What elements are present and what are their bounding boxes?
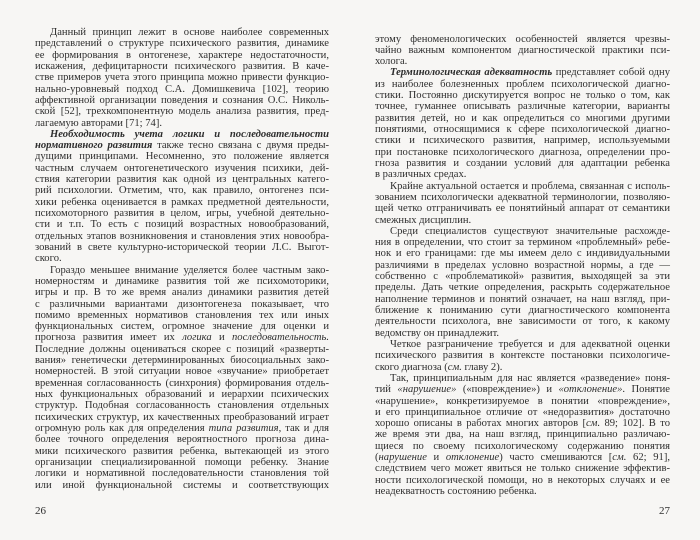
text-segment: хорошо описаны в работах многих авторов [: [375, 418, 586, 430]
text-line: нально-уровневый подход С.А. Домишкевича [102], теорию: [35, 83, 329, 95]
text-line: или иной функциональной системы и соответствующих: [35, 479, 329, 491]
text-line: и его принципиальное отличие от «недоразвития» достаточно: [375, 406, 670, 418]
bold-italic-term: Терминологическая адекватность: [390, 67, 553, 79]
text-line: ности психологической помощи, но в некоторых случаях и ее: [375, 474, 670, 486]
text-line: смежных дисциплин.: [375, 214, 472, 226]
text-line: Так, принципиальным для нас является «разведение» поня-: [390, 372, 670, 384]
text-line: неадекватность состоянию ребенка.: [375, 486, 537, 497]
text-line: чайно важным компонентом диагностической практики пси-: [375, 44, 670, 56]
text-line: психомоторного развития в целом, игры, учебной деятельно-: [35, 208, 329, 219]
paragraph: [375, 34, 670, 68]
text-line: при постановке психологического диагноза, определении про-: [375, 146, 670, 158]
text-line: ближение к пониманию сути диагностического компонента: [375, 305, 670, 316]
text-segment: (: [375, 452, 379, 464]
text-line: ее формирования в онтогенезе, характере недостаточности,: [35, 49, 329, 61]
text-line: дущими принципами. Несомненно, это положение является: [35, 151, 329, 163]
text-line: [375, 362, 670, 373]
text-line: следствием чего может явиться не только снижение эффектив-: [375, 463, 670, 475]
text-line: [375, 67, 670, 78]
text-line: ния в определении, что стоит за термином «проблемный» ребе-: [375, 237, 670, 249]
paragraph: [35, 27, 329, 129]
paragraph: [375, 181, 670, 226]
text-segment: тий: [375, 384, 398, 396]
text-line: частным случаем онтогенетического изучения психики, дей-: [35, 162, 329, 174]
page-text: [375, 34, 670, 498]
page-text: [35, 27, 329, 491]
text-line: пределы. Дать четкие определения, раскрыть содержательное: [375, 282, 670, 294]
text-line: вания» генетически детерминированных биосоциальных зако-: [35, 355, 329, 367]
text-line: функциональных систем, огромное значение для оценки и: [35, 321, 329, 333]
italic-term: отклонение: [445, 452, 500, 464]
text-segment: также тесно связана с двумя преды-: [152, 140, 330, 152]
text-line: Последние должны оцениваться скорее с позиций «разверты-: [35, 343, 329, 355]
text-line: искажения, дефицитарности психического развития. В каче-: [35, 60, 329, 72]
text-segment: и: [426, 452, 446, 464]
italic-term: см.: [585, 418, 601, 430]
paragraph: [375, 226, 670, 339]
text-line: сти и т.п. То есть с позиций возрастных новообразований,: [35, 219, 329, 231]
text-segment: («повреждение») и: [456, 384, 559, 396]
text-line: стики и психического развития, например, используемыми: [375, 135, 670, 147]
text-segment: и: [211, 332, 232, 344]
text-line: хики ребенка оценивается в рамках предметной деятельности,: [35, 196, 329, 208]
text-line: холога.: [375, 56, 408, 68]
text-line: аффективной организации поведения и сознания О.С. Николь-: [35, 94, 329, 106]
text-line: из наиболее болезненных проблем психологической диагно-: [375, 78, 670, 90]
text-line: [35, 332, 329, 343]
text-line: психического развития в контексте постановки психологиче-: [375, 350, 670, 362]
text-line: ствия категории развития как одной из центральных катего-: [35, 174, 329, 186]
text-line: стики. Постоянно дискутируется вопрос не только о том, как: [375, 90, 670, 102]
bold-italic-term: нормативного развития: [35, 140, 153, 152]
text-line: ского.: [35, 253, 62, 265]
text-line: [375, 384, 670, 395]
italic-term: см.: [612, 452, 627, 464]
text-line: Четкое разграничение требуется и для адекватной оценки: [390, 338, 670, 350]
text-line: развития детей, но и как определиться со многими другими: [375, 112, 670, 124]
bold-italic-term: Необходимость учета логики и последовательности: [50, 128, 329, 140]
text-line: временная согласованность (синхрония) формирования отдель-: [35, 377, 329, 389]
text-line: же время эти два, на наш взгляд, принципиально различаю-: [375, 429, 670, 441]
text-line: структур. Подобная согласованность становления отдельных: [35, 400, 329, 412]
text-line: деятельности психолога, вне зависимости от того, к какому: [375, 316, 670, 328]
text-line: «нарушение», конкретизируемое в понятии «повреждение»,: [375, 395, 670, 407]
paragraph: [375, 373, 670, 497]
text-segment: огромную роль как для определения: [35, 422, 209, 434]
text-segment: прогноза развития имеет их: [35, 332, 183, 344]
text-segment: 62; 91],: [626, 452, 670, 464]
text-line: Крайне актуальной остается и проблема, связанная с исполь-: [390, 180, 670, 192]
paragraph: [375, 339, 670, 373]
text-line: точнее, гуманнее описывать различные категории, варианты: [375, 101, 670, 113]
text-line: зованием психологически адекватной терминологии, позволяю-: [375, 191, 670, 203]
text-line: щиеся по своему психологическому содержанию понятия: [375, 440, 670, 452]
text-line: нок и его границами: где мы имеем дело с индивидуальными: [375, 248, 670, 260]
paragraph: [35, 129, 329, 265]
italic-term: последовательность.: [232, 332, 329, 344]
italic-term: логика: [182, 332, 212, 344]
text-line: наполнение терминов и понятий означает, на наш взгляд, при-: [375, 293, 670, 305]
text-line: понятиями, относящимися к сфере психологической диагно-: [375, 124, 670, 135]
text-line: ведомству он принадлежит.: [375, 327, 500, 339]
italic-term: типа развития: [208, 422, 279, 434]
text-line: Гораздо меньшее внимание уделяется более частным зако-: [50, 264, 329, 276]
text-line: ных функциональных образований и иерархии психических: [35, 389, 329, 400]
text-segment: 89; 102]. В то: [600, 418, 670, 430]
text-line: [375, 452, 670, 463]
text-line: [35, 423, 329, 434]
text-line: более точного определения вероятностного прогноза дина-: [35, 434, 329, 446]
text-segment: главу 2).: [461, 361, 503, 373]
paragraph: [375, 67, 670, 180]
text-line: рий психологии. Отметим, что, как правило, онтогенез пси-: [35, 185, 329, 197]
text-line: в различных средах.: [375, 169, 467, 181]
text-line: различиями в пределах условно возрастной нормы, а где —: [375, 259, 670, 271]
text-line: [375, 418, 670, 429]
right-page: [350, 0, 700, 540]
text-line: щей четко отграничивать ее понятийный аппарат от семантики: [375, 203, 670, 215]
page-number: 26: [35, 505, 46, 517]
italic-term: см.: [447, 361, 462, 373]
text-line: Данный принцип лежит в основе наиболее современных: [50, 27, 329, 38]
text-line: [35, 129, 329, 140]
text-segment: , так и для: [278, 422, 329, 434]
text-segment: представляет собой одну: [552, 67, 670, 79]
text-line: номерностям и динамике развития той же психомоторики,: [35, 275, 329, 287]
text-line: с различными вариантами дизонтогенеза показывает, что: [35, 298, 329, 310]
text-segment: . Понятие: [622, 384, 670, 396]
text-line: собственно с «проблематикой» развития, выходящей за эти: [375, 271, 670, 283]
text-line: организации специализированной помощи ребенку. Знание: [35, 456, 329, 468]
text-line: гноза развития и создании условий для адаптации ребенка: [375, 157, 670, 169]
text-line: [35, 140, 329, 151]
italic-term: «нарушение»: [397, 384, 457, 396]
page-number: 27: [659, 505, 670, 517]
text-line: логики и нормативной последовательности становления той: [35, 468, 329, 480]
text-line: психических структур, их качественных преобразований играет: [35, 411, 329, 423]
text-line: представлений о структуре психического развития, динамике: [35, 38, 329, 50]
text-line: ской [52], трехкомпонентную модель анализа развития, пред-: [35, 106, 329, 118]
text-line: игры и пр. В то же время анализ динамики развития детей: [35, 287, 329, 299]
text-line: этому феноменологических особенностей является чрезвы-: [375, 33, 670, 45]
text-segment: ского диагноза (: [375, 361, 448, 373]
paragraph: [35, 265, 329, 491]
text-line: лагаемую авторами [71; 74].: [35, 117, 163, 129]
text-segment: ) часто смешиваются [: [499, 452, 613, 464]
italic-term: «отклонение»: [558, 384, 623, 396]
text-line: мики психического развития ребенка, вытекающей из этого: [35, 445, 329, 457]
text-line: номерностей. В этой ситуации новое «звучание» приобретает: [35, 366, 329, 378]
text-line: Среди специалистов существуют значительные расхожде-: [390, 225, 670, 237]
text-line: помимо временных нормативов становления тех или иных: [35, 309, 329, 321]
italic-term: нарушение: [378, 452, 427, 464]
text-line: отдельных этапов возникновения и становления этих новообра-: [35, 230, 329, 242]
text-line: зований в свете культурно-исторической теории Л.С. Выгот-: [35, 241, 329, 253]
text-line: стве примеров учета этого принципа можно привести функцио-: [35, 72, 329, 84]
